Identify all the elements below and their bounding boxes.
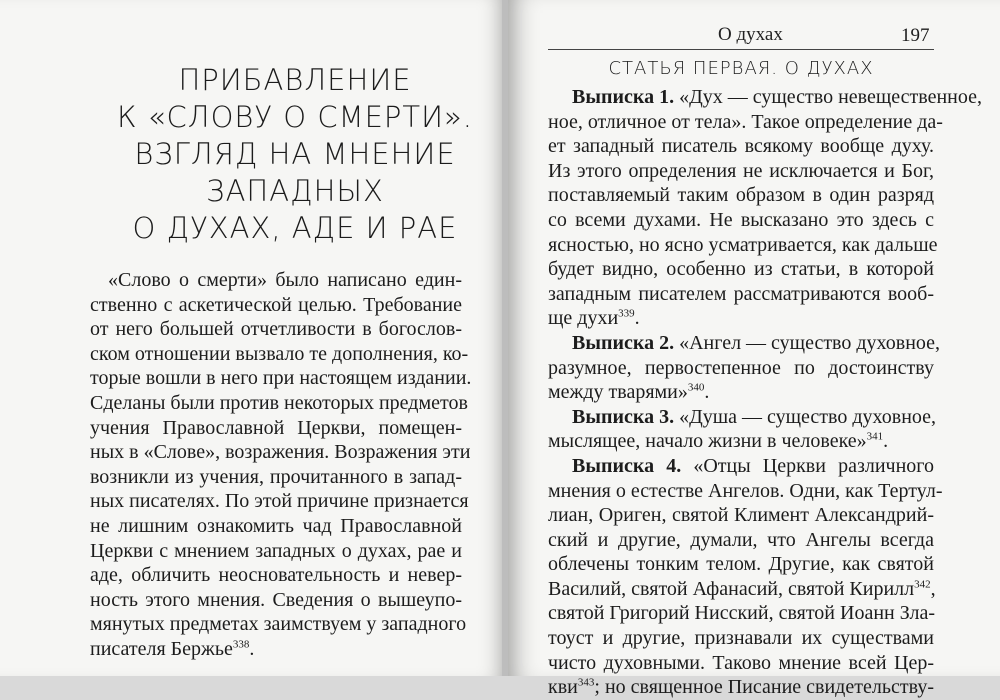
- text-line: тоуст и другие, признавали их существами: [548, 627, 934, 650]
- text-fragment: «Дух — существо невещественное,: [674, 86, 982, 108]
- text-line: ясностью, но ясно усматривается, как дальше: [548, 233, 938, 256]
- text-line: западным писателем рассматриваются вооб-: [548, 282, 934, 305]
- text-fragment: между тварями»: [548, 381, 688, 404]
- footnote-ref: 340: [687, 381, 705, 394]
- text-line: «Слово о смерти» было написано един-: [108, 269, 462, 291]
- title-line: ЗАПАДНЫХ: [206, 174, 384, 208]
- text-line: аде, обличить неосновательность и невер-: [90, 564, 462, 587]
- text-line: [548, 85, 982, 110]
- text-line: Из этого определения не исключается и Бог,: [548, 159, 934, 182]
- text-fragment: мыслящее, начало жизни в человеке»: [548, 430, 867, 453]
- text-line: Василий, святой Афанасий, святой Кирилл$^{342}$,: [548, 577, 936, 600]
- text-line: Сделаны были против некоторых предметов: [90, 391, 468, 414]
- left-page: [0, 0, 504, 676]
- title-line: К «СЛОВУ О СМЕРТИ».: [117, 100, 473, 134]
- page-number: 197: [901, 25, 930, 46]
- text-line: между тварями»$^{340}$.: [548, 381, 710, 404]
- text-line: ных писателях. По этой причине признается: [90, 490, 469, 513]
- text-line: облечены тонким телом. Другие, как святой: [548, 553, 934, 576]
- text-line: ных в «Слове», возражения. Возражения эти: [90, 441, 471, 464]
- footnote-ref: 342: [914, 578, 931, 591]
- intro-paragraph: [90, 268, 472, 662]
- excerpts-text: [548, 85, 982, 700]
- text-fragment: ще духи: [548, 307, 619, 330]
- text-line: ский и другие, думали, что Ангелы всегда: [548, 528, 934, 551]
- title-line: ВЗГЛЯД НА МНЕНИЕ: [134, 137, 456, 171]
- text-line: со всеми духами. Не высказано это здесь с: [548, 208, 934, 231]
- text-fragment: ; но священное Писание свидетельству-: [594, 676, 934, 699]
- footnote-ref: 341: [866, 430, 884, 443]
- running-head: О духах: [718, 24, 783, 45]
- text-line: чисто духовными. Таково мнение всей Цер-: [548, 651, 934, 674]
- text-line: [548, 454, 934, 479]
- text-line: поставляемый таким образом в один разряд: [548, 184, 934, 207]
- text-line: [548, 331, 941, 356]
- text-line: писателя Бержье$^{338}$.: [90, 637, 255, 660]
- text-line: святой Григорий Нисский, святой Иоанн Зла-: [548, 602, 936, 625]
- excerpt-label: Выписка 3.: [572, 405, 675, 428]
- text-line: ет западный писатель всякому вообще духу.: [548, 135, 934, 158]
- footnote-ref: 339: [618, 307, 635, 320]
- excerpt-label: Выписка 1.: [572, 86, 675, 108]
- text-line: ственно с аскетической целью. Требование: [90, 293, 462, 316]
- text-line: ное, отличное от тела». Такое определение да-: [548, 110, 943, 133]
- text-line: лиан, Ориген, святой Климент Александрий-: [548, 504, 934, 527]
- title-line: О ДУХАХ, АДЕ И РАЕ: [132, 211, 458, 245]
- text-line: от него большей отчетливости в богослов-: [90, 318, 462, 341]
- text-line: мыслящее, начало жизни в человеке»$^{341}$.: [548, 430, 889, 453]
- text-line: не лишним ознакомить чад Православной: [90, 514, 462, 537]
- title-line: ПРИБАВЛЕНИЕ: [178, 63, 412, 97]
- text-fragment: писателя Бержье: [90, 637, 233, 660]
- footnote-ref: 343: [577, 676, 595, 689]
- text-fragment: «Душа — существо духовное,: [674, 405, 937, 428]
- text-line: ность этого мнения. Сведения о вышеупо-: [90, 588, 462, 611]
- section-title: СТАТЬЯ ПЕРВАЯ. О ДУХАХ: [608, 58, 874, 79]
- text-line: мянутых предметах заимствуем у западного: [90, 613, 467, 636]
- text-line: мнения о естестве Ангелов. Одни, как Тертул-: [548, 479, 943, 502]
- text-fragment: кви: [548, 676, 578, 699]
- text-fragment: «Ангел — существо духовное,: [674, 331, 941, 354]
- text-fragment: Василий, святой Афанасий, святой Кирилл: [548, 577, 915, 600]
- text-line: учения Православной Церкви, помещен-: [90, 416, 462, 439]
- text-fragment: «Отцы Церкви различного: [681, 454, 934, 477]
- text-line: ском отношении вызвало те дополнения, ко-: [90, 342, 469, 365]
- text-line: [548, 675, 934, 700]
- text-line: торые вошли в него при настоящем издании.: [90, 367, 472, 390]
- text-line: будет видно, особенно из статьи, в которой: [548, 258, 934, 281]
- chapter-title: [100, 62, 490, 247]
- text-line: Церкви с мнением западных о духах, рае и: [90, 539, 462, 562]
- excerpt-label: Выписка 2.: [572, 331, 675, 354]
- footnote-ref: 338: [232, 638, 250, 651]
- header-rule: [548, 49, 934, 50]
- text-line: разумное, первостепенное по достоинству: [548, 356, 934, 379]
- text-line: [548, 405, 937, 430]
- text-line: ще духи$^{339}$.: [548, 307, 640, 330]
- text-line: возникли из учения, прочитанного в запад-: [90, 465, 462, 488]
- excerpt-label: Выписка 4.: [572, 454, 682, 477]
